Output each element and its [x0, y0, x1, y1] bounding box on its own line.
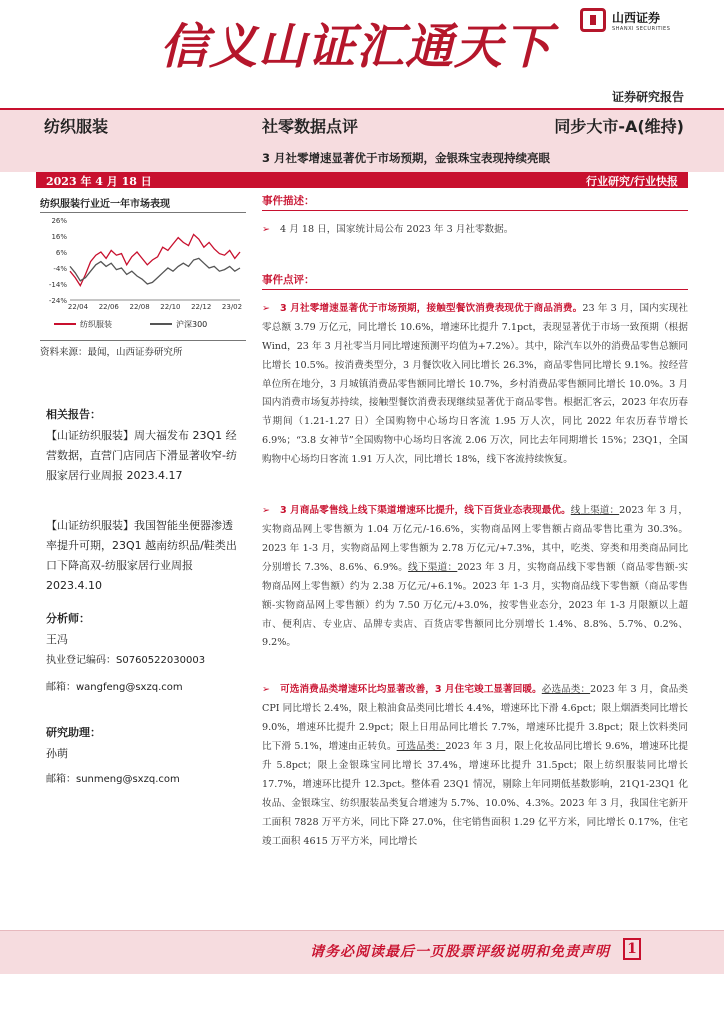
related-reports-heading: 相关报告：: [46, 408, 101, 421]
report-body: [262, 193, 688, 851]
analyst-email[interactable]: 邮箱：wangfeng@sxzq.com: [46, 682, 183, 693]
disclaimer-notice: 请务必阅读最后一页股票评级说明和免责声明: [310, 944, 610, 960]
page-number: 1: [623, 938, 641, 960]
related-report-link[interactable]: 【山证纺织服装】周大福发布 23Q1 经营数据，直营门店同店下滑显著收窄-纺服家居行业周报 2023.4.17: [46, 429, 237, 482]
x-tick-label: 23/02: [221, 303, 243, 311]
logo-icon: [580, 8, 606, 32]
report-category: 行业研究/行业快报: [585, 175, 678, 188]
report-date: 2023 年 4 月 18 日: [46, 175, 152, 188]
x-tick-label: 22/04: [67, 303, 89, 311]
series-line: [70, 234, 240, 285]
assistant-heading: 研究助理：: [46, 726, 101, 739]
assistant-name: 孙萌: [46, 747, 68, 760]
y-tick-label: 16%: [51, 233, 67, 241]
y-tick-label: -4%: [53, 265, 67, 273]
report-headline: 3 月社零增速显著优于市场预期，金银珠宝表现持续亮眼: [262, 151, 551, 165]
assistant-email[interactable]: 邮箱：sunmeng@sxzq.com: [46, 774, 180, 785]
comment-paragraph: ➢ 可选消费品类增速环比均显著改善，3 月住宅竣工显著回暖。必选品类：2023 年 3 月，食品类 CPI 同比增长 2.4%，限上粮油食品类同比增长 4.4%，增速环比下滑 4.6pct；限上烟酒类同比增长 9.0%，增速环比提升 2.9pct；限上日用品同比增长 7.7%，增速环比提升 3.8pct；限上饮料类同比下滑 5.1%，增速由正转负。可选品类：2023 年 3 月，限上化妆品同比增长 9.6%，增速环比提升 5.8pct；限上金银珠宝同比增长 37.4%，增速环比提升 31.5pct；限上纺织服装同比增长 17.7%，增速环比提升 12.3pct。整体看 23Q1 情况，剔除上年同期低基数影响，21Q1-23Q1 化妆品、金银珠宝、纺织服装品类复合增速为 5.7%、10.0%、4.3%。2023 年 3 月，我国住宅新开工面积 7828 万平方米，同比下降 27.0%，住宅销售面积 1.29 亿平方米，同比增长 0.17%，住宅竣工面积 4615 万平方米，同比增长: [262, 684, 689, 847]
rating: 同步大市-A(维持): [554, 117, 684, 136]
x-tick-label: 22/06: [98, 303, 119, 311]
logo-english-name: SHANXI SECURITIES: [612, 25, 671, 32]
y-tick-label: -14%: [48, 281, 67, 289]
bullet-arrow-icon: ➢: [262, 302, 271, 314]
event-heading: 事件描述：: [262, 195, 315, 207]
legend-label: 纺织服装: [80, 320, 112, 329]
brand-slogan: 信义山证汇通天下: [160, 19, 553, 75]
bullet-arrow-icon: ➢: [262, 505, 271, 517]
comment-paragraph: ➢ 3 月商品零售线上线下渠道增速环比提升，线下百货业态表现最优。线上渠道：2023 年 3 月，实物商品网上零售额为 1.04 万亿元/-16.6%，实物商品网上零售额占商品零售比重为 30.3%。2023 年 1-3 月，实物商品网上零售额为 2.78 万亿元/+7.3%，其中，吃类、穿类和用类商品同比分别增长 7.3%、8.6%、6.9%。线下渠道：2023 年 3 月，实物商品线下零售额（商品零售额-实物商品网上零售额）约为 2.38 万亿元/+6.1%。2023 年 1-3 月，实物商品线下零售额（商品零售额-实物商品网上零售额）约为 7.50 万亿元/+3.0%，按零售业态分，2023 年 1-3 月限额以上超市、便利店、专业店、品牌专卖店、百货店零售额同比分别增长 1.4%、8.8%、5.7%、0.2%、9.2%。: [262, 505, 689, 649]
event-paragraph: ➢ 4 月 18 日，国家统计局公布 2023 年 3 月社零数据。: [262, 224, 514, 235]
company-logo: [580, 8, 670, 32]
related-report-link[interactable]: 【山证纺织服装】我国智能坐便器渗透率提升可期，23Q1 越南纺织品/鞋类出口下降高双-纺服家居行业周报 2023.4.10: [46, 519, 237, 592]
comment-paragraph: ➢ 3 月社零增速显著优于市场预期，接触型餐饮消费表现优于商品消费。23 年 3 月，国内实现社零总额 3.79 万亿元，同比增长 10.6%，增速环比提升 7.1pct，表现显著优于市场一致预期（根据 Wind，23 年 3 月社零当月同比增速预测平均值为+7.2%）。其中，除汽车以外的消费品零售总额同比增长 10.5%。按消费类型分，3 月餐饮收入同比增长 26.3%，商品零售同比增长 9.1%。按经营单位所在地分，3 月城镇消费品零售额同比增长 10.7%，乡村消费品零售额同比增长 10.0%。3 月国内消费市场复苏持续，接触型餐饮消费表现继续显著优于商品零售。根据汇客云，2023 年农历春节期间（1.21-1.27 日）全国购物中心场均日客流 1.95 万人次，同比 2022 年农历春节增长 6.9%；“3.8 女神节”全国购物中心场均日客流 2.06 万次，同比去年同期增长 15%；23Q1，全国购物中心场均日客流 1.91 万人次，同比增长 18%，线下客流持续恢复。: [262, 302, 688, 466]
y-tick-label: -24%: [48, 297, 67, 305]
chart-title: 纺织服装行业近一年市场表现: [40, 195, 246, 213]
series-line: [70, 258, 240, 284]
y-tick-label: 26%: [51, 217, 67, 225]
sector-name: 纺织服装: [44, 117, 109, 136]
bullet-arrow-icon: ➢: [262, 224, 271, 235]
bullet-arrow-icon: ➢: [262, 684, 271, 696]
performance-chart: [40, 212, 246, 337]
y-tick-label: 6%: [55, 249, 67, 257]
x-tick-label: 22/10: [160, 303, 181, 311]
x-tick-label: 22/08: [129, 303, 150, 311]
review-type: 社零数据点评: [262, 117, 359, 136]
legend-label: 沪深300: [176, 320, 208, 329]
comment-heading: 事件点评：: [262, 273, 315, 286]
report-type: 证券研究报告: [611, 90, 684, 104]
x-tick-label: 22/12: [191, 303, 212, 311]
analyst-license: 执业登记编码：S0760522030003: [46, 655, 206, 666]
analyst-name: 王冯: [46, 633, 68, 646]
analyst-heading: 分析师：: [46, 612, 90, 625]
logo-name: 山西证券: [612, 10, 661, 25]
chart-source: 资料来源：最闻，山西证券研究所: [40, 340, 246, 358]
